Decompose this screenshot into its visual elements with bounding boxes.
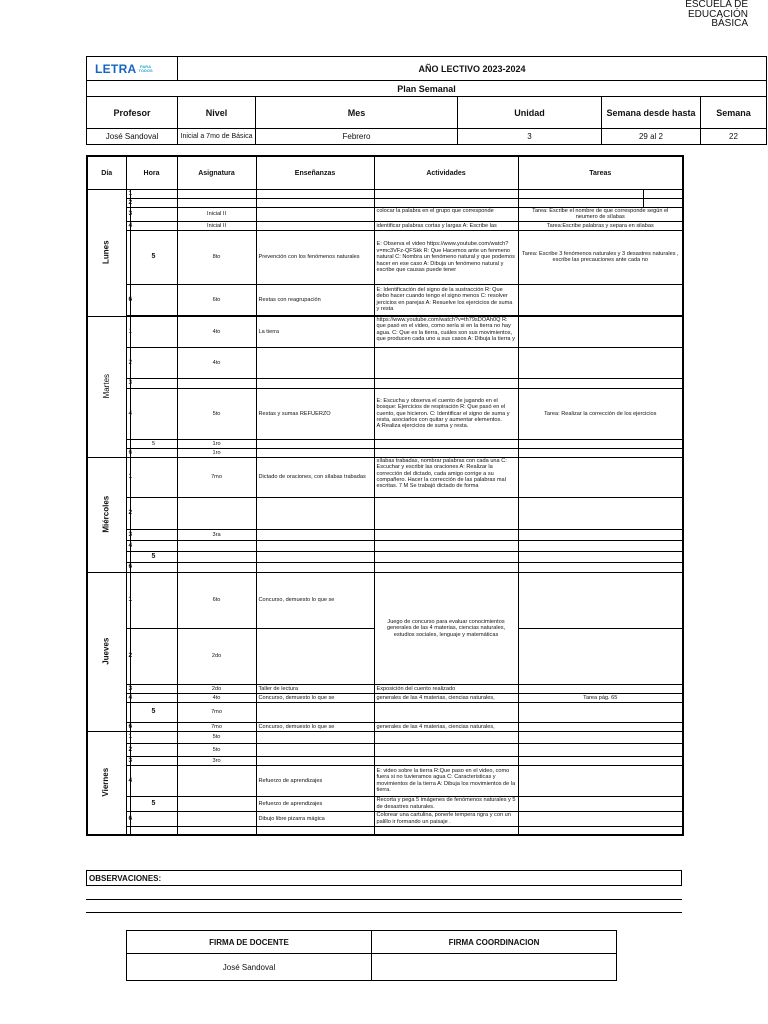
asignatura-cell: Inicial II bbox=[177, 208, 256, 222]
asignatura-cell: 1ro bbox=[177, 448, 256, 457]
plan-table bbox=[86, 155, 684, 836]
firma-coordinacion-label: FIRMA COORDINACION bbox=[372, 931, 617, 954]
hour-number: 1 bbox=[126, 316, 130, 347]
school-name-line: EDUCACIÓN bbox=[687, 8, 748, 20]
col-semana-desde-hasta: Semana desde hasta bbox=[602, 97, 701, 129]
ensenanza-cell: Restas con reagrupación bbox=[256, 284, 374, 315]
table-row bbox=[87, 572, 683, 628]
table-row bbox=[87, 199, 683, 208]
table-row bbox=[87, 448, 683, 457]
value-semana-desde-hasta: 29 al 2 bbox=[602, 129, 701, 145]
table-row bbox=[87, 529, 683, 540]
ensenanza-cell: Concurso, demuesto lo que se bbox=[256, 693, 374, 702]
actividad-cell: Exposición del cuento realizado bbox=[374, 684, 518, 693]
page-title: AÑO LECTIVO 2023-2024 bbox=[178, 57, 767, 81]
value-semana: 22 bbox=[701, 129, 767, 145]
day-jueves: Jueves bbox=[87, 572, 126, 731]
asignatura-cell: 7mo bbox=[177, 702, 256, 722]
table-row bbox=[87, 826, 683, 835]
ensenanza-cell: Refuerzo de aprendizajes bbox=[256, 796, 374, 811]
col-tareas: Tareas bbox=[518, 156, 683, 190]
hour-number: 1 bbox=[126, 572, 130, 628]
asignatura-cell: 3ro bbox=[177, 756, 256, 765]
tarea-cell: Tarea: Escribe el nombre de que corresponde según el neumero de sílabas bbox=[518, 208, 683, 222]
hour-number: 6 bbox=[126, 811, 130, 826]
actividad-cell: E: Observa el video https://www.youtube.com/watch?v=mc3VFz-QFSkk R: Que Hacemos ante un fenmeno natural C: Nombra un fenómeno natural y que podemos hacer en ese caso A: Dibuja un fenómeno natural y escribe que causas puede tener bbox=[374, 230, 518, 284]
firma-coordinacion-value bbox=[372, 954, 617, 981]
table-row bbox=[87, 693, 683, 702]
table-row bbox=[87, 208, 683, 222]
actividad-cell: E: video sobre la tierra R:Que paso en el video, como fuera si no tuvieramos agua C: Caracteristicas y movimientos de la tierra A: Dibuja los movimientos de la tierra. bbox=[374, 765, 518, 796]
observaciones-label: OBSERVACIONES: bbox=[89, 874, 162, 883]
hour-number: 2 bbox=[126, 497, 130, 529]
hour-number: 6 bbox=[126, 722, 130, 731]
hour-number: 5 bbox=[130, 439, 177, 448]
hour-number: 1 bbox=[126, 731, 130, 743]
hour-number: 4 bbox=[126, 221, 130, 230]
value-unidad: 3 bbox=[458, 129, 602, 145]
tarea-cell: Tarea:Escribe palabras y separa en silabas bbox=[518, 221, 683, 230]
col-asignatura: Asignatura bbox=[177, 156, 256, 190]
hour-number: 2 bbox=[126, 199, 130, 208]
col-mes: Mes bbox=[256, 97, 458, 129]
value-nivel: Inicial a 7mo de Básica bbox=[178, 129, 256, 145]
hour-number: 3 bbox=[126, 529, 130, 540]
actividad-cell: Colorear una cartulina, ponerle tempera ngra y con un palillo ir formando un paisaje . bbox=[374, 811, 518, 826]
asignatura-cell: 2do bbox=[177, 628, 256, 684]
hour-number: 1 bbox=[126, 190, 130, 199]
ensenanza-cell: Taller de lectura bbox=[256, 684, 374, 693]
table-row bbox=[87, 388, 683, 439]
hour-number: 6 bbox=[126, 284, 130, 315]
asignatura-cell: 5to bbox=[177, 731, 256, 743]
table-row bbox=[87, 796, 683, 811]
table-row bbox=[87, 756, 683, 765]
school-name-line: BÁSICA bbox=[711, 18, 748, 29]
logo-text: LETRA bbox=[95, 61, 137, 76]
hour-number: 4 bbox=[126, 693, 130, 702]
actividad-cell: generales de las 4 materias, ciencias naturales, bbox=[374, 693, 518, 702]
header-table bbox=[86, 56, 767, 145]
col-profesor: Profesor bbox=[87, 97, 178, 129]
day-lunes: Lunes bbox=[87, 190, 126, 317]
logo-cell bbox=[87, 57, 178, 81]
table-row bbox=[87, 551, 683, 562]
ensenanza-cell: Dibujo libre pizarra mágica bbox=[256, 811, 374, 826]
firma-table bbox=[126, 930, 617, 981]
ensenanza-cell: Refuerzo de aprendizajes bbox=[256, 765, 374, 796]
tarea-cell: Tarea pág. 65 bbox=[518, 693, 683, 702]
school-name bbox=[685, 0, 748, 29]
asignatura-cell: 5to bbox=[177, 743, 256, 756]
table-row bbox=[87, 497, 683, 529]
col-dia: Día bbox=[87, 156, 126, 190]
firma-docente-label: FIRMA DE DOCENTE bbox=[127, 931, 372, 954]
actividad-cell: Juego de concurso para evaluar conocimientos generales de las 4 materias, ciencias naturales, estudios sociales, lenguaje y matemáticas bbox=[374, 572, 518, 684]
asignatura-cell: 4to bbox=[177, 693, 256, 702]
table-row bbox=[87, 284, 683, 315]
hour-number: 5 bbox=[130, 551, 177, 562]
table-row bbox=[87, 702, 683, 722]
value-mes: Febrero bbox=[256, 129, 458, 145]
hour-number: 3 bbox=[126, 208, 130, 222]
actividad-cell: Recorta y pega 5 imágenes de fenómenos naturales y 5 de desastres naturales. bbox=[374, 796, 518, 811]
hour-number: 4 bbox=[126, 540, 130, 551]
tarea-cell: Tarea: Realizar la corrección de los ejercicios bbox=[518, 388, 683, 439]
letra-para-todos-logo bbox=[89, 62, 175, 76]
table-row bbox=[87, 190, 683, 199]
ensenanza-cell: Restas y sumas REFUERZO bbox=[256, 388, 374, 439]
school-name-line: ESCUELA DE bbox=[685, 0, 748, 10]
asignatura-cell: 2do bbox=[177, 684, 256, 693]
actividad-cell: E: Escucha y observa el cuento de jugando en el bosque: Ejercicios de respiración R: Que pasó en el cuento, que hicieron. C: Identificar el signo de suma y resta, asociarlos con quitar y aumentar elementos. A:Realiza ejercicios de suma y resta. bbox=[374, 388, 518, 439]
col-actividades: Actividades bbox=[374, 156, 518, 190]
observaciones-line bbox=[86, 899, 682, 900]
actividad-cell: generales de las 4 materias, ciencias naturales, bbox=[374, 722, 518, 731]
tarea-cell: Tarea: Escribe 3 fenómenos naturales y 3 desastres naturales , escribe las precauciones ante cada no bbox=[518, 230, 683, 284]
table-row bbox=[87, 221, 683, 230]
actividad-cell: E: Identificación del signo de la sustracción R: Que debo hacer cuando tengo el signo menos C: resolver jercicios en parejas A: Resuelve los ejercicios de suma y resta bbox=[374, 284, 518, 315]
hour-number: 4 bbox=[126, 388, 130, 439]
value-profesor: José Sandoval bbox=[87, 129, 178, 145]
asignatura-cell: 6to bbox=[177, 284, 256, 315]
asignatura-cell: 5to bbox=[177, 388, 256, 439]
asignatura-cell: 4to bbox=[177, 347, 256, 378]
hour-number: 6 bbox=[126, 562, 130, 572]
ensenanza-cell: Concurso, demuesto lo que se bbox=[256, 722, 374, 731]
day-viernes: Viernes bbox=[87, 731, 126, 835]
observaciones-box bbox=[86, 870, 682, 886]
table-row bbox=[87, 347, 683, 378]
hour-number: 2 bbox=[126, 743, 130, 756]
hour-number: 4 bbox=[126, 765, 130, 796]
actividad-cell: https://www.youtube.com/watch?v=th79sDOAh0Q R: que pasó en el video, como sería si en la tierra no hay agua. C: Que es la tierra, cuáles son sus movimientos, que producen cada uno a sus casos A: Dibuja la tierra y bbox=[374, 316, 518, 347]
hour-number: 1 bbox=[126, 457, 130, 497]
ensenanza-cell: Dictado de oraciones, con sílabas trabadas bbox=[256, 457, 374, 497]
asignatura-cell: 8to bbox=[177, 230, 256, 284]
table-row bbox=[87, 743, 683, 756]
actividad-cell: identificar palabras cortas y largas A: Escribe las bbox=[374, 221, 518, 230]
asignatura-cell: Inicial II bbox=[177, 221, 256, 230]
table-row bbox=[87, 439, 683, 448]
col-ensenanzas: Enseñanzas bbox=[256, 156, 374, 190]
hour-number: 3 bbox=[126, 756, 130, 765]
table-row bbox=[87, 316, 683, 347]
col-nivel: Nivel bbox=[178, 97, 256, 129]
actividad-cell: colocar la palabra en el grupo que corresponde bbox=[374, 208, 518, 222]
hour-number: 3 bbox=[126, 378, 130, 388]
hour-number: 5 bbox=[130, 230, 177, 284]
col-hora: Hora bbox=[126, 156, 177, 190]
table-row bbox=[87, 562, 683, 572]
ensenanza-cell: Concurso, demuesto lo que se bbox=[256, 572, 374, 628]
table-row bbox=[87, 811, 683, 826]
table-row bbox=[87, 765, 683, 796]
hour-number: 3 bbox=[126, 684, 130, 693]
observaciones-line bbox=[86, 912, 682, 913]
hour-number: 6 bbox=[126, 448, 130, 457]
table-row bbox=[87, 230, 683, 284]
actividad-cell: sílabas trabadas, nombrar palabras con cada una C: Escuchar y escribir las oraciones A: Realizar la corrección del dictado, cada amigo corrige a su compañero. Hacer la corrección de las palabras mal escritas. 7 M Se trabajó dictado de forma bbox=[374, 457, 518, 497]
day-miercoles: Miércoles bbox=[87, 457, 126, 572]
table-row bbox=[87, 684, 683, 693]
table-row bbox=[87, 378, 683, 388]
ensenanza-cell: La tierra bbox=[256, 316, 374, 347]
hour-number: 2 bbox=[126, 628, 130, 684]
col-semana: Semana bbox=[701, 97, 767, 129]
table-row bbox=[87, 540, 683, 551]
day-martes: Martes bbox=[87, 316, 126, 457]
asignatura-cell: 7mo bbox=[177, 457, 256, 497]
hour-number: 2 bbox=[126, 347, 130, 378]
col-unidad: Unidad bbox=[458, 97, 602, 129]
table-row bbox=[87, 457, 683, 497]
page-subtitle: Plan Semanal bbox=[87, 81, 767, 97]
asignatura-cell: 1ro bbox=[177, 439, 256, 448]
firma-docente-name: José Sandoval bbox=[127, 954, 372, 981]
asignatura-cell: 3ra bbox=[177, 529, 256, 540]
asignatura-cell: 4to bbox=[177, 316, 256, 347]
ensenanza-cell: Prevención con los fenómenos naturales bbox=[256, 230, 374, 284]
table-row bbox=[87, 731, 683, 743]
table-row bbox=[87, 722, 683, 731]
asignatura-cell: 6to bbox=[177, 572, 256, 628]
hour-number: 5 bbox=[130, 796, 177, 811]
asignatura-cell: 7mo bbox=[177, 722, 256, 731]
logo-subtext: PARA TODOS bbox=[138, 63, 153, 73]
hour-number: 5 bbox=[130, 702, 177, 722]
